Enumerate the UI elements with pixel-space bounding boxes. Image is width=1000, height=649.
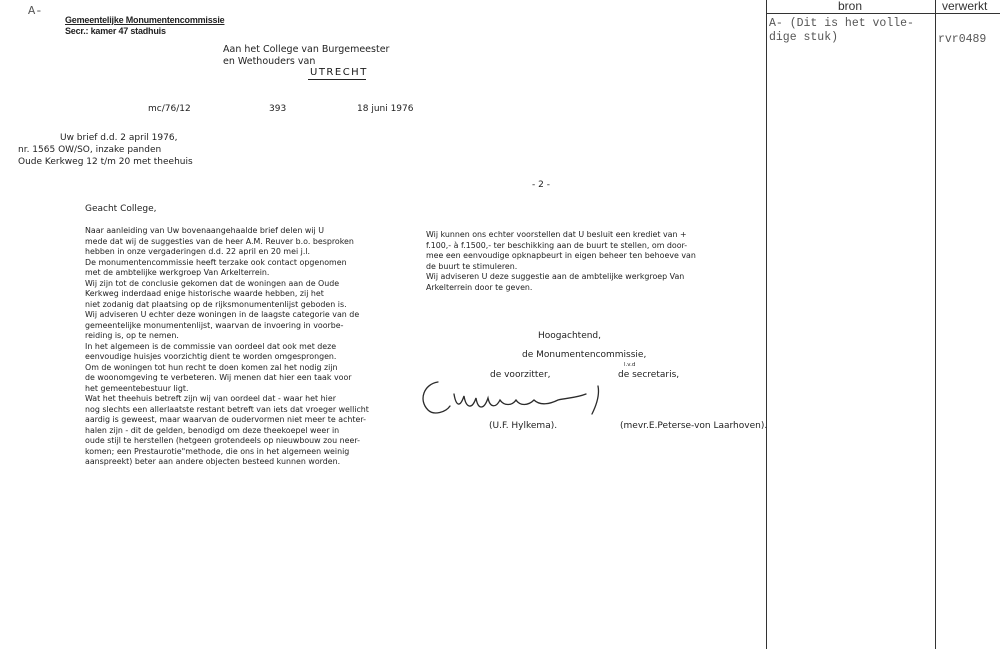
salutation: Geacht College, bbox=[85, 204, 157, 214]
left-body-line: oude stijl te herstellen (hetgeen grotendeels op nieuwbouw zou neer- bbox=[85, 436, 360, 445]
right-body-line: Arkelterrein door te geven. bbox=[426, 282, 533, 292]
corner-mark: A- bbox=[28, 4, 43, 18]
address-line1: Aan het College van Burgemeester bbox=[223, 44, 390, 55]
left-body-line: met de ambtelijke werkgroep Van Arkelterrein. bbox=[85, 268, 270, 277]
margin-header-rule bbox=[766, 13, 1000, 14]
secretary-name: (mevr.E.Peterse-von Laarhoven). bbox=[620, 421, 768, 431]
left-body-line: aanspreekt) beter aan andere objecten besteed kunnen worden. bbox=[85, 457, 341, 466]
left-body-line: Om de woningen tot hun recht te doen komen zal het nodig zijn bbox=[85, 362, 338, 372]
left-body-line: het gemeentebestuur ligt. bbox=[85, 383, 189, 393]
left-body bbox=[85, 226, 369, 468]
left-body-line: hebben in onze vergaderingen d.d. 22 april en 20 mei j.l. bbox=[85, 247, 311, 256]
left-body-line: De monumentencommissie heeft terzake ook contact opgenomen bbox=[85, 257, 347, 267]
left-body-line: Kerkweg inderdaad enige historische waarde hebben, zij het bbox=[85, 289, 324, 298]
right-body bbox=[426, 230, 696, 293]
chair-name: (U.F. Hylkema). bbox=[489, 421, 558, 431]
right-body-line: mee een eenvoudige opknapbeurt in eigen beheer ten behoeve van bbox=[426, 251, 696, 260]
left-body-line: Naar aanleiding van Uw bovenaangehaalde brief delen wij U bbox=[85, 226, 324, 235]
secretary-label: de secretaris, bbox=[618, 370, 680, 380]
subject-line2: nr. 1565 OW/SO, inzake panden bbox=[18, 145, 162, 155]
left-body-line: Wij zijn tot de conclusie gekomen dat de woningen aan de Oude bbox=[85, 278, 340, 288]
reference-number: 393 bbox=[269, 104, 287, 114]
letterhead-line2: Secr.: kamer 47 stadhuis bbox=[65, 26, 166, 36]
left-body-line: In het algemeen is de commissie van oordeel dat ook met deze bbox=[85, 341, 337, 351]
city-underline bbox=[308, 79, 366, 80]
left-body-line: halen zijn - dit de gelden, benodigd om deze theekoepel weer in bbox=[85, 425, 340, 435]
letterhead-line1: Gemeentelijke Monumentencommissie bbox=[65, 15, 225, 25]
header-source: bron bbox=[838, 0, 863, 13]
reference-code: mc/76/12 bbox=[148, 104, 191, 114]
right-body-line: de buurt te stimuleren. bbox=[426, 261, 518, 271]
closing-greeting: Hoogachtend, bbox=[538, 331, 602, 341]
page-number: - 2 - bbox=[532, 180, 550, 190]
left-body-line: de woonomgeving te verbeteren. Wij menen dat hier een taak voor bbox=[85, 373, 352, 382]
margin-divider-left bbox=[766, 0, 767, 649]
source-note-line1: A- (Dit is het volle- bbox=[769, 17, 914, 30]
address-city: UTRECHT bbox=[310, 67, 368, 78]
left-body-line: Wij adviseren U echter deze woningen in de laagste categorie van de bbox=[85, 310, 360, 319]
left-body-line: nog slechts een allerlaatste restant betreft van iets dat vroeger wellicht bbox=[85, 404, 369, 414]
left-body-line: Wat het theehuis betreft zijn wij van oordeel dat - waar het hier bbox=[85, 394, 336, 403]
margin-divider-middle bbox=[935, 0, 936, 649]
left-body-line: komen; een Prestaurotie"methode, die ons in het algemeen weinig bbox=[85, 446, 350, 456]
source-note-line2: dige stuk) bbox=[769, 31, 839, 44]
subject-line1: Uw brief d.d. 2 april 1976, bbox=[60, 133, 178, 143]
left-body-line: gemeentelijke monumentenlijst, waarvan de invoering in voorbe- bbox=[85, 320, 344, 330]
subject-line3: Oude Kerkweg 12 t/m 20 met theehuis bbox=[18, 157, 193, 167]
right-body-line: f.100,- à f.1500,- ter beschikking aan de buurt te stellen, om door- bbox=[426, 240, 688, 250]
letter-date: 18 juni 1976 bbox=[357, 104, 414, 114]
processed-code: rvr0489 bbox=[938, 33, 987, 46]
right-body-line: Wij kunnen ons echter voorstellen dat U besluit een krediet van + bbox=[426, 230, 687, 239]
left-body-line: mede dat wij de suggesties van de heer A.M. Reuver b.o. besproken bbox=[85, 236, 354, 246]
closing-committee: de Monumentencommissie, bbox=[522, 350, 647, 360]
secretary-prefix: l.v.d bbox=[624, 362, 636, 368]
address-line2: en Wethouders van bbox=[223, 56, 316, 67]
left-body-line: reiding is, op te nemen. bbox=[85, 331, 179, 340]
left-body-line: aardig is geweest, maar waarvan de oudervormen niet meer te achter- bbox=[85, 415, 366, 424]
signature-image bbox=[416, 372, 612, 420]
chair-label: de voorzitter, bbox=[490, 370, 551, 380]
left-body-line: eenvoudige huisjes voorzichtig dient te worden omgesprongen. bbox=[85, 352, 337, 361]
left-body-line: niet zodanig dat plaatsing op de rijksmonumentenlijst geboden is. bbox=[85, 299, 347, 309]
right-body-line: Wij adviseren U deze suggestie aan de ambtelijke werkgroep Van bbox=[426, 272, 685, 281]
header-processed: verwerkt bbox=[942, 0, 988, 13]
